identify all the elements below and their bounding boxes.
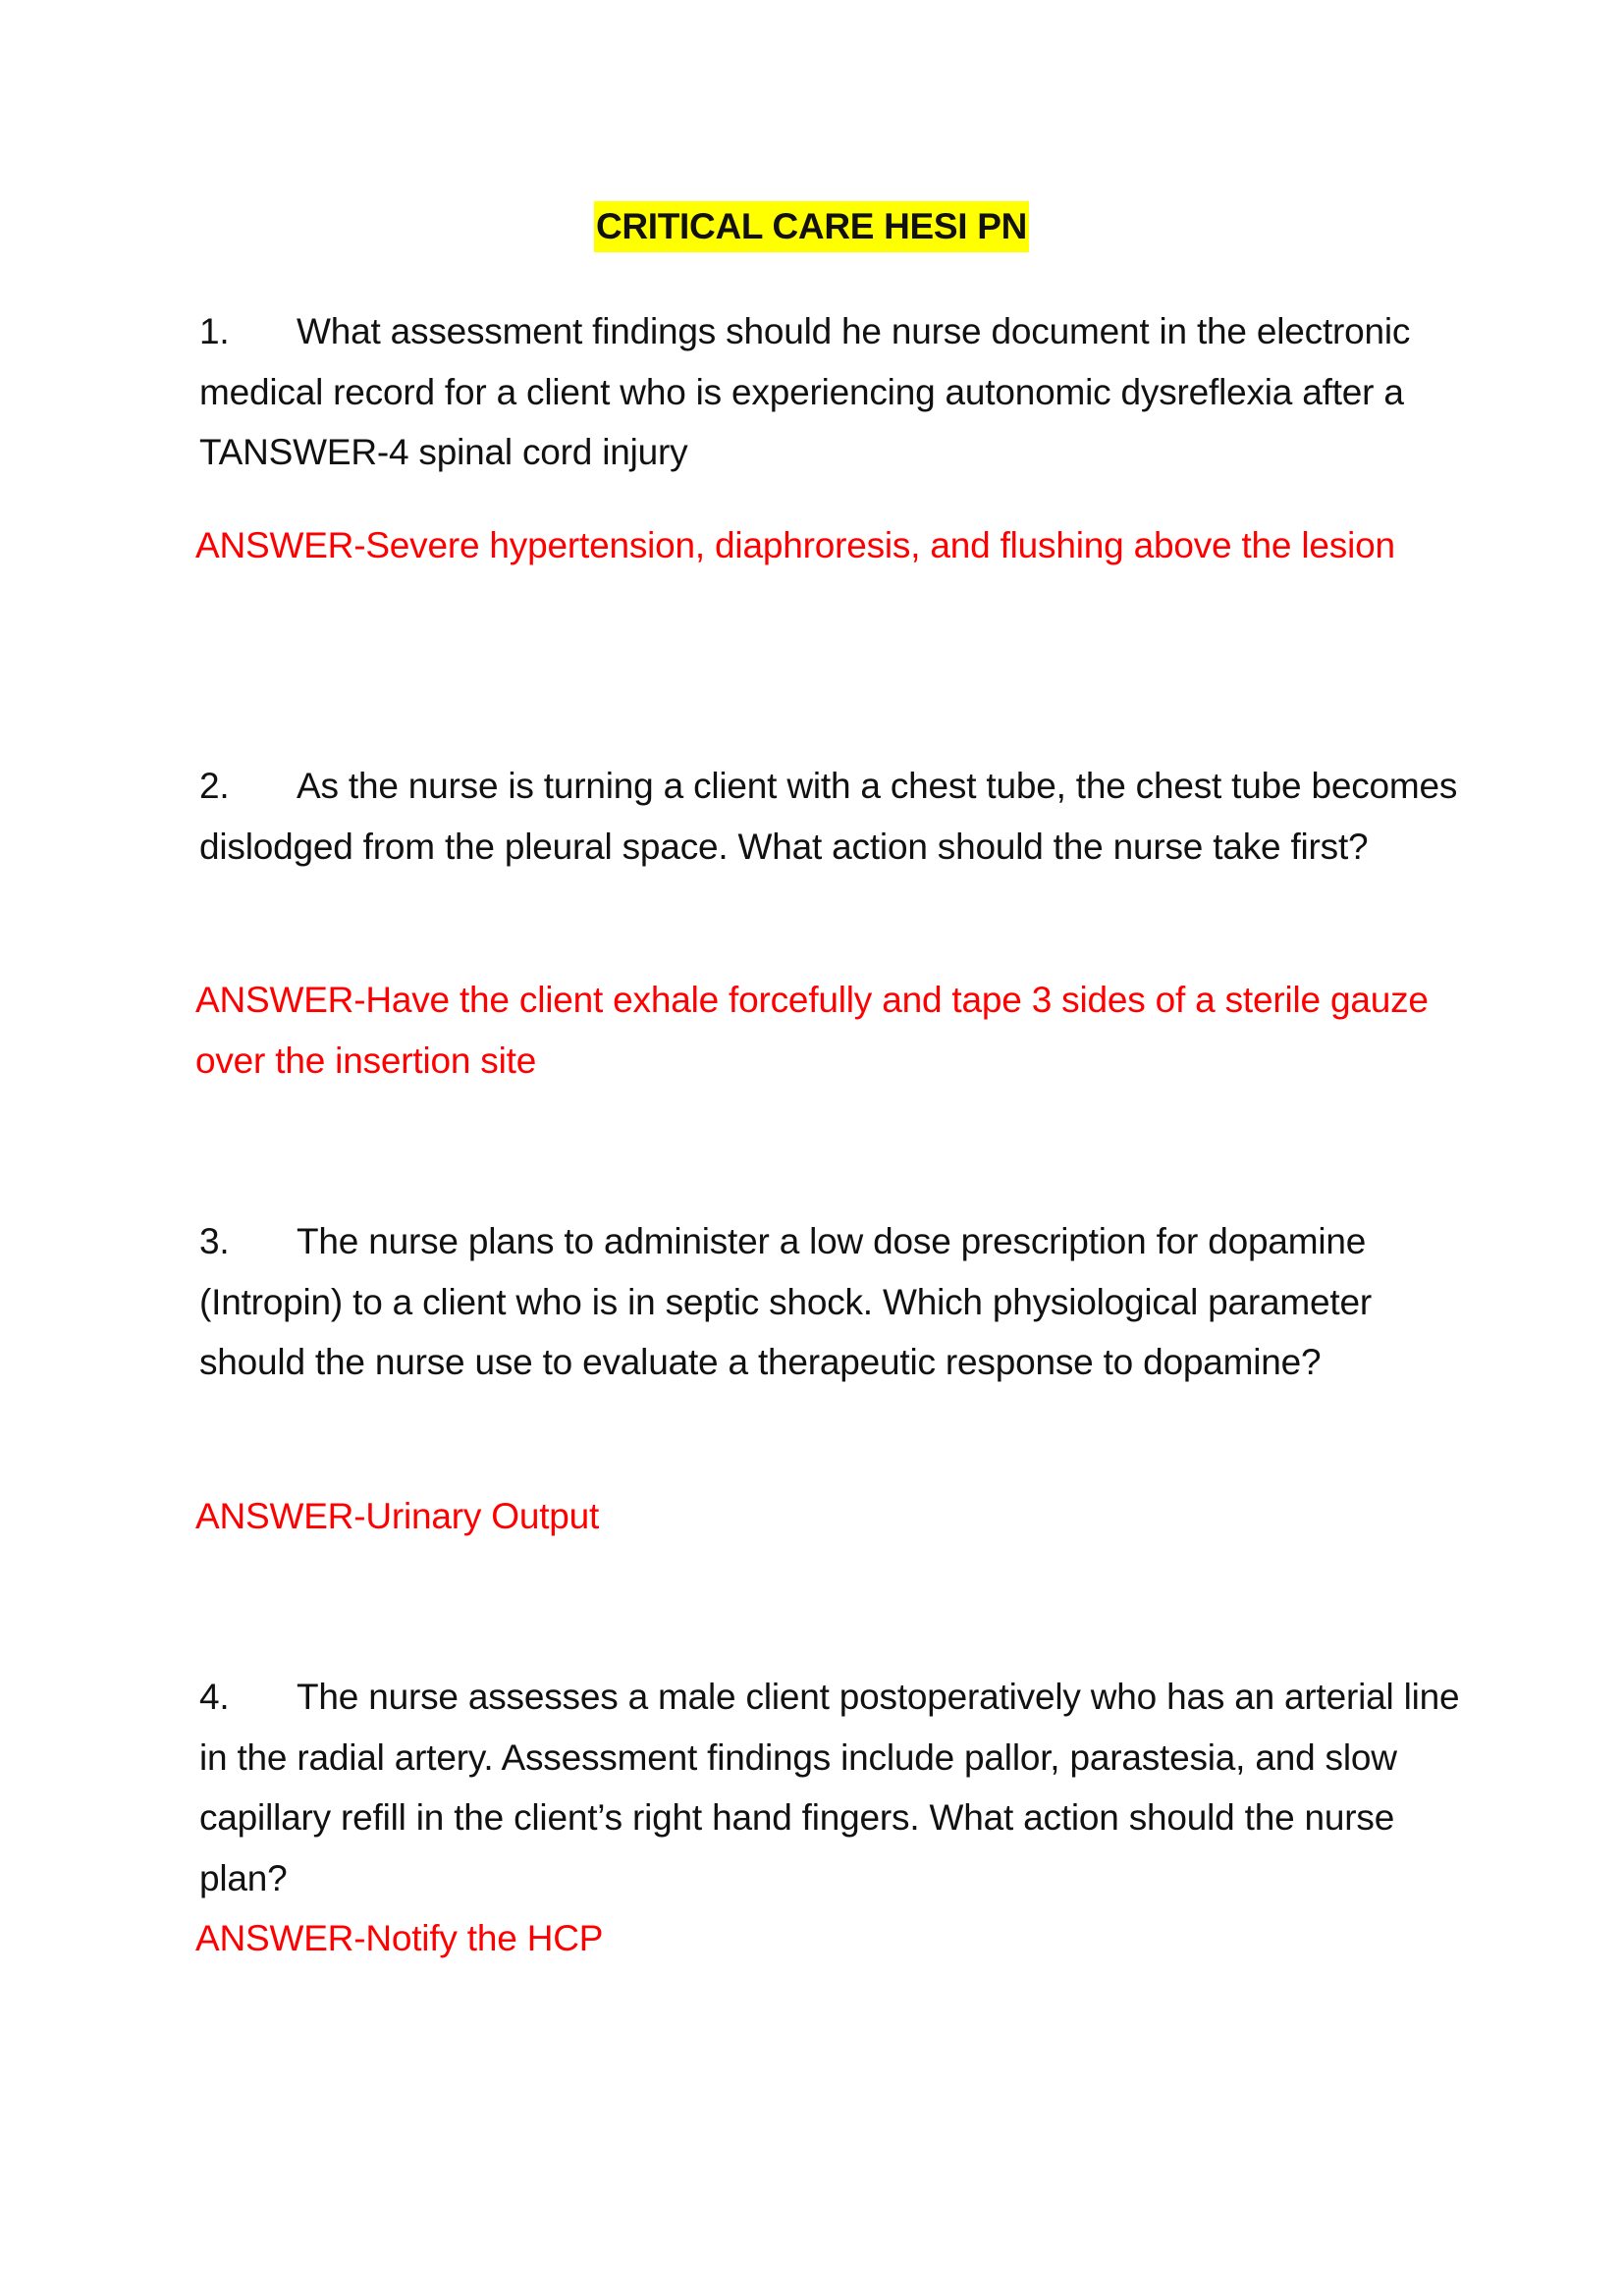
question-number: 4. <box>199 1677 230 1717</box>
document-title: CRITICAL CARE HESI PN <box>594 201 1029 252</box>
answer-2: ANSWER-Have the client exhale forcefully and tape 3 sides of a sterile gauze over the insertion site <box>195 980 1429 1081</box>
question-3 <box>199 1211 1466 1393</box>
question-text: The nurse plans to administer a low dose prescription for dopamine (Intropin) to a client who is in septic shock. Which physiological parameter should the nurse use to evaluate a therapeutic response to dopamine? <box>199 1221 1373 1382</box>
title-container <box>0 201 1623 252</box>
question-text: The nurse assesses a male client postoperatively who has an arterial line in the radial artery. Assessment findings include pallor, parastesia, and slow capillary refill in the client’s right hand fingers. What action should the nurse plan? <box>199 1677 1460 1898</box>
answer-4: ANSWER-Notify the HCP <box>195 1918 604 1958</box>
question-number: 3. <box>199 1221 230 1261</box>
question-4 <box>199 1667 1466 1908</box>
question-number: 2. <box>199 766 230 806</box>
question-1 <box>199 301 1466 483</box>
question-text: What assessment findings should he nurse document in the electronic medical record for a client who is experiencing autonomic dysreflexia after a TANSWER-4 spinal cord injury <box>199 311 1411 472</box>
answer-1: ANSWER-Severe hypertension, diaphroresis, and flushing above the lesion <box>195 525 1395 565</box>
question-number: 1. <box>199 311 230 351</box>
question-text: As the nurse is turning a client with a chest tube, the chest tube becomes dislodged from the pleural space. What action should the nurse take first? <box>199 766 1458 867</box>
question-2 <box>199 756 1466 877</box>
answer-3: ANSWER-Urinary Output <box>195 1496 600 1536</box>
